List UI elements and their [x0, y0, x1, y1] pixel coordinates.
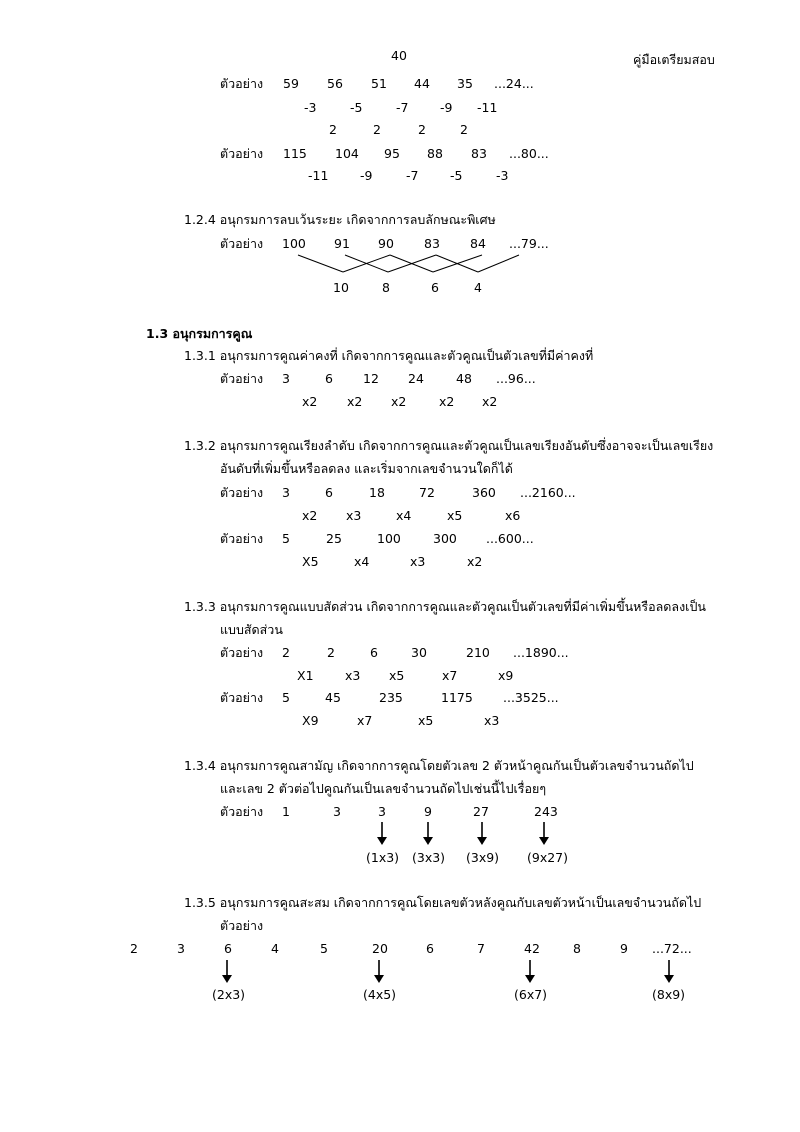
seq-value: 3 — [177, 941, 185, 956]
down-arrow-icon — [376, 822, 388, 846]
seq-value: 300 — [433, 531, 457, 546]
example-label: ตัวอย่าง — [220, 531, 264, 546]
mult-value: x3 — [345, 668, 361, 683]
seq-value: 9 — [424, 804, 432, 819]
mult-value: x2 — [302, 394, 318, 409]
example-label: ตัวอย่าง — [220, 804, 264, 819]
seq-value: 115 — [283, 146, 307, 161]
seq-value: 235 — [379, 690, 403, 705]
seq-value: 25 — [326, 531, 342, 546]
seq-value: 30 — [411, 645, 427, 660]
seq-value: 95 — [384, 146, 400, 161]
seq-value: 3 — [282, 371, 290, 386]
calc-note: (3x3) — [412, 850, 446, 865]
seq-value: 8 — [573, 941, 581, 956]
seq-value: 2 — [327, 645, 335, 660]
diff-value: 8 — [382, 280, 390, 295]
diff-value: 2 — [418, 122, 426, 137]
example-label: ตัวอย่าง — [220, 485, 264, 500]
section-title-1-2-4: 1.2.4 อนุกรมการลบเว้นระยะ เกิดจากการลบลักษณะพิเศษ — [184, 212, 496, 227]
diff-value: -5 — [350, 100, 363, 115]
mult-value: x9 — [498, 668, 514, 683]
seq-value: 360 — [472, 485, 496, 500]
seq-value: 5 — [282, 690, 290, 705]
mult-value: X9 — [302, 713, 319, 728]
header-title: คู่มือเตรียมสอบ — [633, 52, 715, 67]
mult-value: x5 — [389, 668, 405, 683]
mult-value: x3 — [484, 713, 500, 728]
seq-value: 1 — [282, 804, 290, 819]
example-label: ตัวอย่าง — [220, 690, 264, 705]
seq-value: 6 — [325, 485, 333, 500]
seq-value: 91 — [334, 236, 350, 251]
seq-value: ...24... — [494, 76, 534, 91]
mult-value: X1 — [297, 668, 314, 683]
diff-value: 4 — [474, 280, 482, 295]
down-arrow-icon — [663, 960, 675, 984]
diff-value: -3 — [304, 100, 317, 115]
diff-value: 2 — [460, 122, 468, 137]
seq-value: 5 — [320, 941, 328, 956]
diff-value: 6 — [431, 280, 439, 295]
seq-value: 6 — [370, 645, 378, 660]
seq-value: 83 — [424, 236, 440, 251]
seq-value: 44 — [414, 76, 430, 91]
page-number: 40 — [391, 48, 407, 63]
seq-value: 24 — [408, 371, 424, 386]
down-arrow-icon — [476, 822, 488, 846]
example-label: ตัวอย่าง — [220, 918, 264, 933]
seq-value: 45 — [325, 690, 341, 705]
seq-value: ...80... — [509, 146, 549, 161]
calc-note: (8x9) — [652, 987, 686, 1002]
calc-note: (4x5) — [363, 987, 397, 1002]
seq-value: 35 — [457, 76, 473, 91]
seq-value: 243 — [534, 804, 558, 819]
seq-value: ...79... — [509, 236, 549, 251]
seq-value: 210 — [466, 645, 490, 660]
section-title-1-3-5: 1.3.5 อนุกรมการคูณสะสม เกิดจากการคูณโดยเลขตัวหลังคูณกับเลขตัวหน้าเป็นเลขจำนวนถัดไป — [184, 895, 702, 910]
seq-value: ...3525... — [503, 690, 559, 705]
mult-value: x4 — [354, 554, 370, 569]
mult-value: x3 — [410, 554, 426, 569]
diff-value: 2 — [329, 122, 337, 137]
example-label: ตัวอย่าง — [220, 76, 264, 91]
seq-value: 6 — [426, 941, 434, 956]
mult-value: x4 — [396, 508, 412, 523]
seq-value: 83 — [471, 146, 487, 161]
diff-value: -7 — [396, 100, 409, 115]
diff-value: -9 — [440, 100, 453, 115]
section-title-1-3-4: 1.3.4 อนุกรมการคูณสามัญ เกิดจากการคูณโดยตัวเลข 2 ตัวหน้าคูณกันเป็นตัวเลขจำนวนถัดไป — [184, 758, 694, 773]
mult-value: X5 — [302, 554, 319, 569]
mult-value: x5 — [447, 508, 463, 523]
example-label: ตัวอย่าง — [220, 236, 264, 251]
mult-value: x2 — [467, 554, 483, 569]
diff-value: 2 — [373, 122, 381, 137]
diff-value: 10 — [333, 280, 349, 295]
down-arrow-icon — [221, 960, 233, 984]
mult-value: x6 — [505, 508, 521, 523]
mult-value: x7 — [357, 713, 373, 728]
mult-value: x7 — [442, 668, 458, 683]
seq-value: 7 — [477, 941, 485, 956]
example-label: ตัวอย่าง — [220, 371, 264, 386]
seq-value: ...1890... — [513, 645, 569, 660]
seq-value: 59 — [283, 76, 299, 91]
calc-note: (3x9) — [466, 850, 500, 865]
seq-value: 12 — [363, 371, 379, 386]
seq-value: 3 — [282, 485, 290, 500]
diff-value: -7 — [406, 168, 419, 183]
mult-value: x2 — [482, 394, 498, 409]
seq-value: 72 — [419, 485, 435, 500]
seq-value: 104 — [335, 146, 359, 161]
diff-value: -11 — [477, 100, 498, 115]
mult-value: x2 — [347, 394, 363, 409]
section-title-1-3-4-cont: และเลข 2 ตัวต่อไปคูณกันเป็นเลขจำนวนถัดไปเช่นนี้ไปเรื่อยๆ — [220, 781, 547, 796]
mult-value: x2 — [439, 394, 455, 409]
seq-value: 100 — [282, 236, 306, 251]
calc-note: (2x3) — [212, 987, 246, 1002]
seq-value: 27 — [473, 804, 489, 819]
seq-value: 3 — [378, 804, 386, 819]
seq-value: ...96... — [496, 371, 536, 386]
seq-value: ...72... — [652, 941, 692, 956]
seq-value: 4 — [271, 941, 279, 956]
seq-value: 18 — [369, 485, 385, 500]
diff-value: -3 — [496, 168, 509, 183]
seq-value: 6 — [224, 941, 232, 956]
down-arrow-icon — [524, 960, 536, 984]
seq-value: 42 — [524, 941, 540, 956]
seq-value: 5 — [282, 531, 290, 546]
seq-value: ...2160... — [520, 485, 576, 500]
section-title-1-3: 1.3 อนุกรมการคูณ — [146, 326, 253, 341]
seq-value: 88 — [427, 146, 443, 161]
seq-value: 48 — [456, 371, 472, 386]
mult-value: x2 — [302, 508, 318, 523]
down-arrow-icon — [373, 960, 385, 984]
calc-note: (9x27) — [527, 850, 569, 865]
seq-value: 84 — [470, 236, 486, 251]
seq-value: 3 — [333, 804, 341, 819]
seq-value: 51 — [371, 76, 387, 91]
seq-value: 2 — [130, 941, 138, 956]
seq-value: 56 — [327, 76, 343, 91]
seq-value: 20 — [372, 941, 388, 956]
section-title-1-3-3-cont: แบบสัดส่วน — [220, 622, 283, 637]
seq-value: 6 — [325, 371, 333, 386]
seq-value: 1175 — [441, 690, 473, 705]
seq-value: ...600... — [486, 531, 534, 546]
down-arrow-icon — [538, 822, 550, 846]
mult-value: x3 — [346, 508, 362, 523]
seq-value: 90 — [378, 236, 394, 251]
mult-value: x5 — [418, 713, 434, 728]
section-title-1-3-2-cont: อันดับที่เพิ่มขึ้นหรือลดลง และเริ่มจากเลขจำนวนใดก็ได้ — [220, 461, 513, 476]
section-title-1-3-3: 1.3.3 อนุกรมการคูณแบบสัดส่วน เกิดจากการคูณและตัวคูณเป็นตัวเลขที่มีค่าเพิ่มขึ้นหรือลดลงเป็น — [184, 599, 706, 614]
diff-value: -11 — [308, 168, 329, 183]
calc-note: (6x7) — [514, 987, 548, 1002]
section-title-1-3-1: 1.3.1 อนุกรมการคูณค่าคงที่ เกิดจากการคูณและตัวคูณเป็นตัวเลขที่มีค่าคงที่ — [184, 348, 594, 363]
seq-value: 2 — [282, 645, 290, 660]
diff-value: -9 — [360, 168, 373, 183]
example-label: ตัวอย่าง — [220, 146, 264, 161]
section-title-1-3-2: 1.3.2 อนุกรมการคูณเรียงลำดับ เกิดจากการคูณและตัวคูณเป็นเลขเรียงอันดับซึ่งอาจจะเป็นเลขเรียง — [184, 438, 714, 453]
example-label: ตัวอย่าง — [220, 645, 264, 660]
calc-note: (1x3) — [366, 850, 400, 865]
seq-value: 9 — [620, 941, 628, 956]
seq-value: 100 — [377, 531, 401, 546]
down-arrow-icon — [422, 822, 434, 846]
diff-value: -5 — [450, 168, 463, 183]
mult-value: x2 — [391, 394, 407, 409]
